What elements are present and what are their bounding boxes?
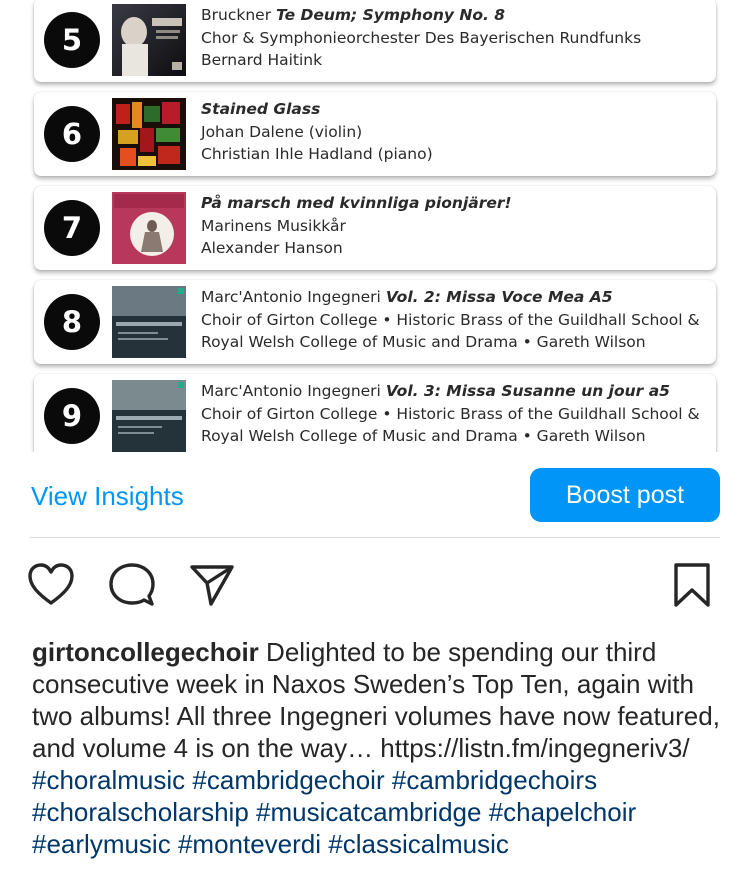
chart-row-7 (34, 186, 716, 270)
composer: Bruckner (201, 6, 272, 24)
chart-row-5 (34, 0, 716, 82)
save-button[interactable] (668, 560, 716, 610)
conductor-line: Bernard Haitink (201, 51, 323, 69)
view-insights-link[interactable]: View Insights (31, 481, 184, 511)
album-text (201, 4, 711, 72)
hashtag-link[interactable]: #chapelchoir (488, 797, 637, 827)
hashtag-link[interactable]: #earlymusic (32, 829, 171, 859)
rank-badge: 6 (44, 106, 100, 162)
chart-row-9 (34, 374, 716, 452)
conductor-line: Alexander Hanson (201, 239, 343, 257)
album-title: Stained Glass (201, 100, 321, 118)
hashtag-link[interactable]: #monteverdi (177, 829, 322, 859)
album-cover-ingegneri-vol3 (112, 380, 186, 452)
album-title: Vol. 3: Missa Susanne un jour a5 (385, 382, 670, 400)
caption-username[interactable]: girtoncollegechoir (32, 637, 259, 667)
conductor-line: Christian Ihle Hadland (piano) (201, 145, 433, 163)
rank-badge: 9 (44, 388, 100, 444)
hashtag-link[interactable]: #musicatcambridge (256, 797, 482, 827)
composer: Marc'Antonio Ingegneri (201, 288, 381, 306)
album-text (201, 380, 711, 448)
performers-line: Choir of Girton College • Historic Brass of the Guildhall School & (201, 310, 700, 329)
composer: Marc'Antonio Ingegneri (201, 382, 381, 400)
rank-badge: 7 (44, 200, 100, 256)
insights-bar (30, 452, 720, 538)
heart-icon (27, 563, 75, 607)
paper-plane-icon (189, 563, 235, 607)
conductor-line: Royal Welsh College of Music and Drama • Gareth Wilson (201, 333, 646, 351)
album-cover-bruckner (112, 4, 186, 76)
performers-line: Choir of Girton College • Historic Brass of the Guildhall School & (201, 404, 700, 423)
hashtag-link[interactable]: #classicalmusic (328, 829, 509, 859)
album-text (201, 98, 711, 166)
album-text (201, 192, 711, 260)
album-title: Vol. 2: Missa Voce Mea A5 (385, 288, 613, 306)
album-title: Te Deum; Symphony No. 8 (276, 6, 506, 24)
bookmark-icon (673, 562, 711, 608)
caption-text: Delighted to be spending our third consecutive week in Naxos Sweden’s Top Ten, again with two albums! All three Ingegneri volumes have now featured, and volume 4 is on the way… https://listn.fm/ingegneriv3/ (32, 637, 720, 763)
comment-button[interactable] (108, 560, 156, 610)
hashtag-link[interactable]: #choralscholarship (32, 797, 249, 827)
performers-line: Johan Dalene (violin) (201, 122, 363, 141)
rank-badge: 5 (44, 12, 100, 68)
boost-post-button[interactable]: Boost post (530, 468, 720, 522)
post-actions (0, 560, 750, 616)
album-cover-stained-glass (112, 98, 186, 170)
album-cover-marsch (112, 192, 186, 264)
chart-row-6 (34, 92, 716, 176)
hashtag-link[interactable]: #cambridgechoir (192, 765, 385, 795)
album-cover-ingegneri-vol2 (112, 286, 186, 358)
album-text (201, 286, 711, 354)
like-button[interactable] (27, 560, 75, 610)
performers-line: Chor & Symphonieorchester Des Bayerischen Rundfunks (201, 28, 642, 47)
share-button[interactable] (188, 560, 236, 610)
album-title: På marsch med kvinnliga pionjärer! (201, 194, 512, 212)
chart-row-8 (34, 280, 716, 364)
hashtag-link[interactable]: #choralmusic (32, 765, 186, 795)
comment-icon (109, 562, 155, 608)
conductor-line: Royal Welsh College of Music and Drama • Gareth Wilson (201, 427, 646, 445)
post-caption (32, 636, 732, 860)
performers-line: Marinens Musikkår (201, 216, 346, 235)
rank-badge: 8 (44, 294, 100, 350)
hashtag-link[interactable]: #cambridgechoirs (391, 765, 598, 795)
